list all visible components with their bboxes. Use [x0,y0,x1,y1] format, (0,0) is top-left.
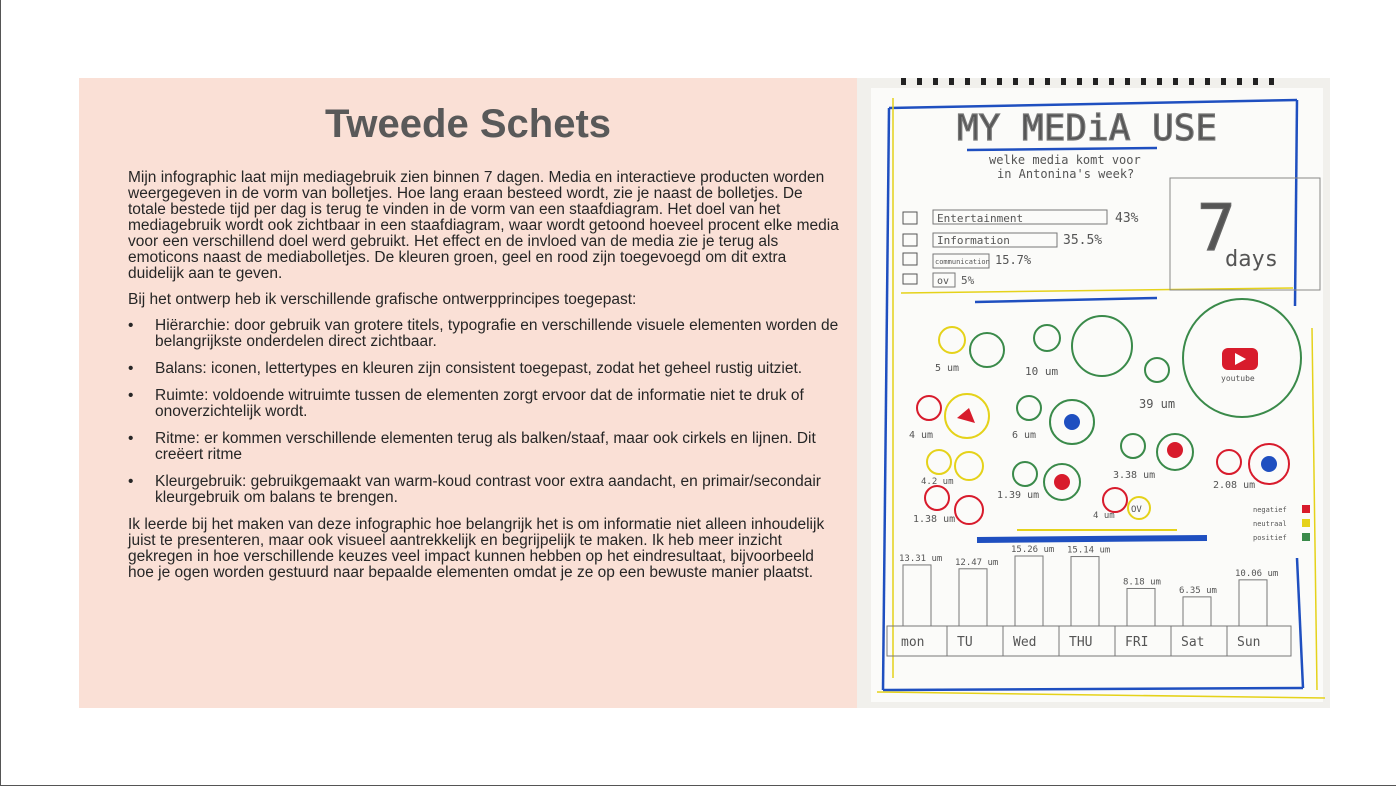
legend-swatch-neutral [1302,519,1310,527]
legend-label-positive: positief [1253,534,1287,542]
purpose-label: Entertainment [937,212,1024,225]
legend-swatch-negative [1302,505,1310,513]
media-time: 5 um [935,363,960,374]
bullet-dot: • [128,317,134,334]
day-total-label: 15.26 um [1011,545,1055,555]
day-total-label: 8.18 um [1123,577,1161,588]
principle-text: Balans: iconen, lettertypes en kleuren zijn consistent toegepast, zodat het geheel rustig uitziet. [155,360,803,377]
day-total-label: 12.47 um [955,557,999,568]
principle-item-hierarchy [128,318,840,350]
principle-item-color [128,474,840,506]
media-time: 10 um [1025,365,1059,378]
day-total-label: 10.06 um [1235,568,1279,579]
legend-swatch-positive [1302,533,1310,541]
slide-body [128,170,840,591]
principle-text: Ruimte: voldoende witruimte tussen de elementen zorgt ervoor dat de informatie niet te druk of onoverzichtelijk wordt. [155,387,804,420]
day-label: Sun [1237,635,1261,650]
principle-item-rhythm [128,431,840,463]
text-panel [79,78,857,708]
youtube-label: youtube [1221,374,1255,383]
principle-text: Hiërarchie: door gebruik van grotere titels, typografie en verschillende visuele elementen worden de belangrijkste onderdelen direct zichtbaar. [155,317,839,350]
bullet-dot: • [128,360,134,377]
day-label: FRI [1125,635,1149,650]
bullet-dot: • [128,473,134,490]
sketch-drawing [857,78,1330,708]
purpose-value: 35.5% [1063,233,1103,248]
day-total-label: 6.35 um [1179,585,1217,596]
ov-label: OV [1131,505,1142,515]
principles-list [128,318,840,506]
sketch-photo [857,78,1330,708]
sketch-subtitle-line2: in Antonina's week? [997,167,1135,181]
principle-item-space [128,388,840,420]
purpose-value: 43% [1115,211,1139,226]
legend-label-negative: negatief [1253,506,1287,514]
day-total-label: 15.14 um [1067,545,1111,556]
media-time: 39 um [1139,397,1176,411]
day-label: Sat [1181,635,1205,650]
media-time: 6 um [1012,430,1037,441]
principle-item-balance [128,361,840,377]
slide-title: Tweede Schets [324,102,612,146]
days-number: 7 [1197,192,1236,266]
purpose-value: 5% [961,274,975,287]
legend-label-neutral: neutraal [1253,520,1287,528]
principles-intro: Bij het ontwerp heb ik verschillende grafische ontwerpprincipes toegepast: [128,291,637,308]
media-time: 2.08 um [1213,480,1256,491]
media-time: 3.38 um [1113,470,1156,481]
media-time: 1.39 um [997,490,1040,501]
purpose-label: Information [937,234,1010,247]
app-icon [1054,474,1070,490]
app-icon [1167,442,1183,458]
day-label: TU [957,635,973,650]
intro-paragraph: Mijn infographic laat mijn mediagebruik zien binnen 7 dagen. Media en interactieve producten worden weergegeven in de vorm van bolletjes. Hoe lang eraan besteed wordt, zie je naast de bolletjes. De totale bestede tijd per dag is terug te vinden in de vorm van een staafdiagram. Het doel van het mediagebruik wordt ook zichtbaar in een staafdiagram, waar wordt getoond hoeveel procent elke media voor een verschillend doel werd gebruikt. Het effect en de invloed van de media zie je terug als emoticons naast de mediabolletjes. De kleuren groen, geel en rood zijn toegevoegd om dit extra duidelijk aan te geven. [128,169,839,282]
day-total-label: 13.31 um [899,553,943,564]
blue-marker-stroke [977,538,1207,540]
purpose-value: 15.7% [995,253,1032,267]
principle-text: Kleurgebruik: gebruikgemaakt van warm-koud contrast voor extra aandacht, en primair/secondair kleurgebruik om balans te brengen. [155,473,821,506]
bullet-dot: • [128,387,134,404]
day-label: mon [901,635,925,650]
app-icon [1261,456,1277,472]
bullet-dot: • [128,430,134,447]
sketch-subtitle-line1: welke media komt voor [989,153,1141,167]
day-label: THU [1069,635,1093,650]
purpose-label: communication [935,258,990,266]
app-icon [1064,414,1080,430]
media-time: 4.2 um [921,477,954,487]
purpose-label: ov [937,276,950,287]
media-time: 4 um [1093,511,1115,521]
conclusion-paragraph: Ik leerde bij het maken van deze infographic hoe belangrijk het is om informatie niet alleen inhoudelijk juist te presenteren, maar ook visueel aantrekkelijk en begrijpelijk te maken. Ik heb meer inzicht gekregen in hoe verschillende keuzes veel impact kunnen hebben op het eindresultaat, bijvoorbeeld hoe je ogen worden gestuurd naar bepaalde elementen omdat je ze op een bewuste manier plaatst. [128,516,825,581]
day-label: Wed [1013,635,1037,650]
days-label: days [1225,247,1278,272]
media-time: 4 um [909,430,934,441]
media-time: 1.38 um [913,514,956,525]
principle-text: Ritme: er kommen verschillende elementen terug als balken/staaf, maar ook cirkels en lijnen. Dit creëert ritme [155,430,816,463]
sketch-title: MY MEDiA USE [957,108,1218,149]
